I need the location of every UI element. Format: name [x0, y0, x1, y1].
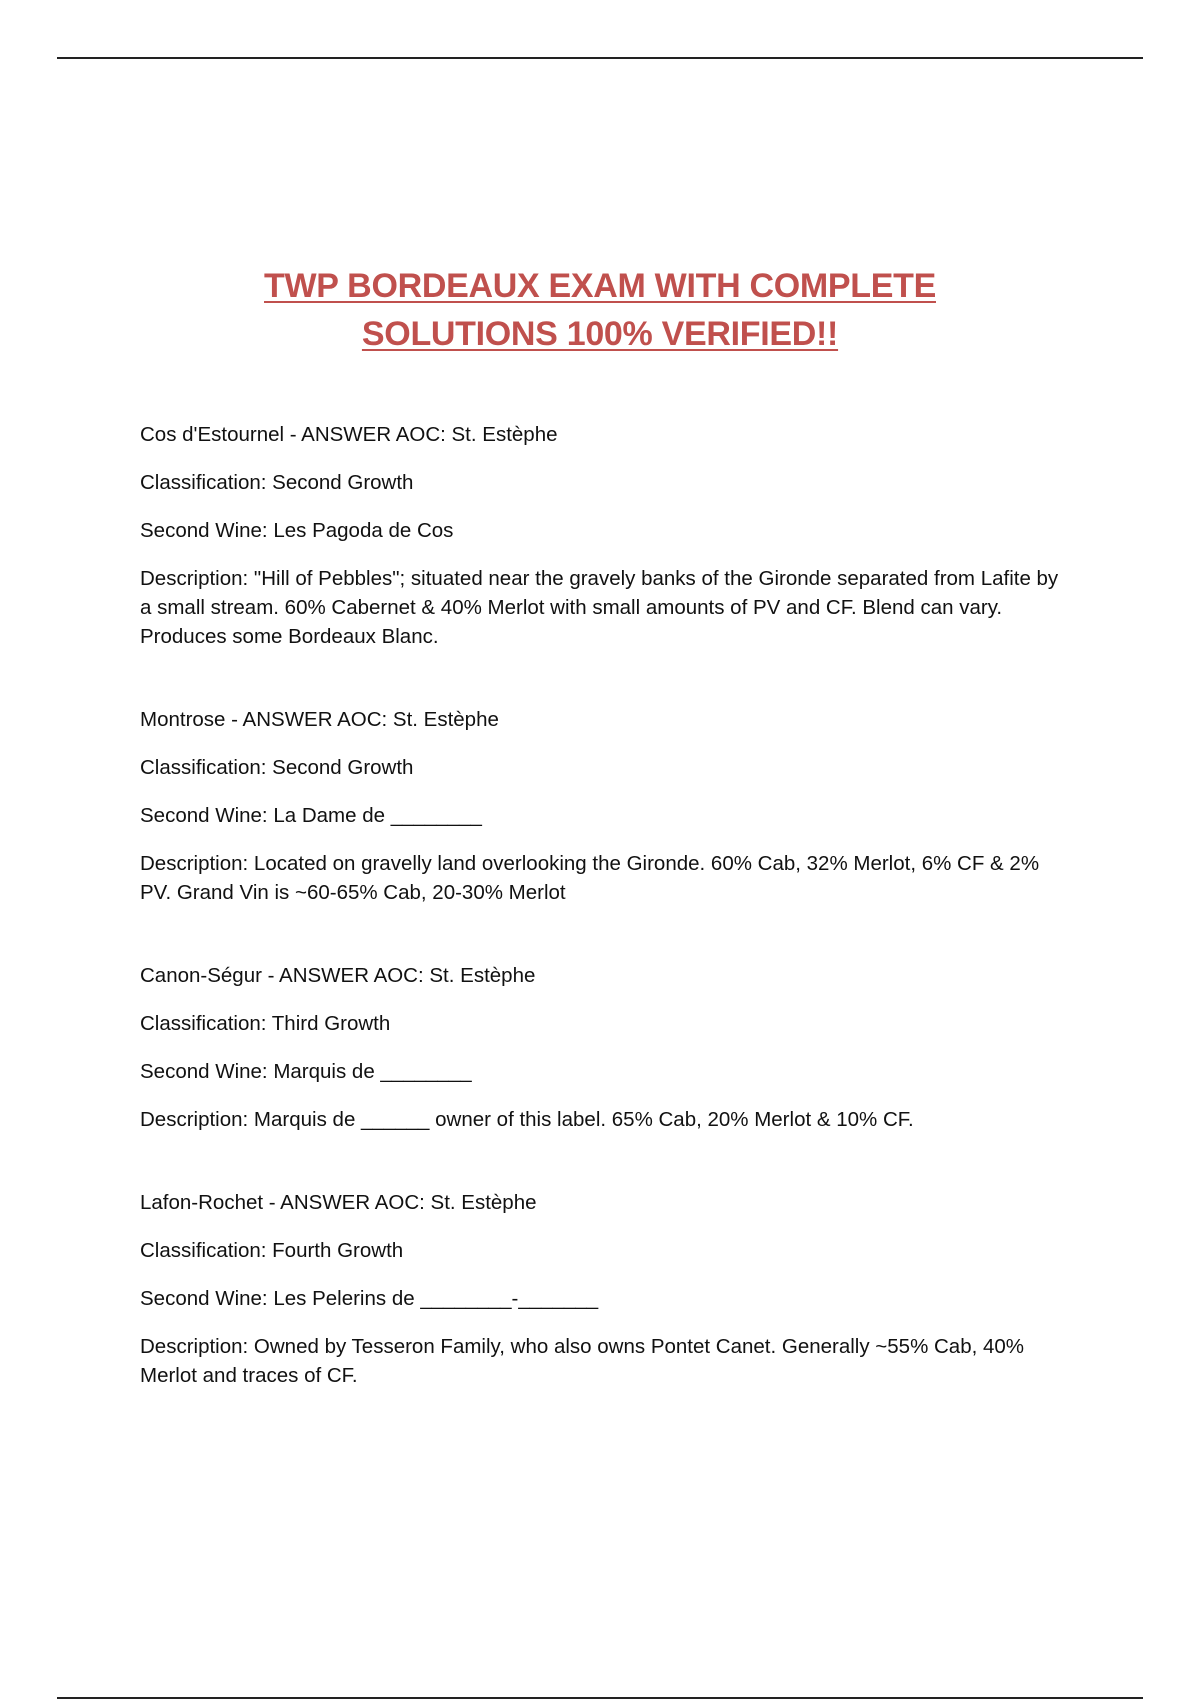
document-title: [0, 262, 1200, 358]
entry-heading: Canon-Ségur - ANSWER AOC: St. Estèphe: [140, 964, 536, 987]
entry-list: [140, 420, 1070, 1444]
entry-description: Description: Marquis de ______ owner of this label. 65% Cab, 20% Merlot & 10% CF.: [140, 1108, 914, 1131]
entry-second-wine: Second Wine: Marquis de ________: [140, 1060, 472, 1083]
entry-canon-segur: [140, 961, 1070, 1134]
bottom-rule: [57, 1697, 1143, 1699]
entry-second-wine: Second Wine: Les Pelerins de ________-_______: [140, 1287, 599, 1310]
entry-classification: Classification: Second Growth: [140, 756, 414, 779]
entry-cos-destournel: [140, 420, 1070, 651]
entry-description: Description: Owned by Tesseron Family, who also owns Pontet Canet. Generally ~55% Cab, 40% Merlot and traces of CF.: [140, 1335, 1025, 1387]
entry-heading: Lafon-Rochet - ANSWER AOC: St. Estèphe: [140, 1191, 537, 1214]
entry-heading: Montrose - ANSWER AOC: St. Estèphe: [140, 708, 499, 731]
entry-classification: Classification: Third Growth: [140, 1012, 391, 1035]
entry-classification: Classification: Fourth Growth: [140, 1239, 404, 1262]
entry-description: Description: Located on gravelly land overlooking the Gironde. 60% Cab, 32% Merlot, 6% CF & 2% PV. Grand Vin is ~60-65% Cab, 20-30% Merlot: [140, 852, 1040, 904]
title-line-2: SOLUTIONS 100% VERIFIED!!: [361, 315, 839, 353]
entry-lafon-rochet: [140, 1188, 1070, 1390]
entry-heading: Cos d'Estournel - ANSWER AOC: St. Estèphe: [140, 423, 558, 446]
top-rule: [57, 57, 1143, 59]
entry-second-wine: Second Wine: La Dame de ________: [140, 804, 482, 827]
entry-second-wine: Second Wine: Les Pagoda de Cos: [140, 519, 454, 542]
entry-classification: Classification: Second Growth: [140, 471, 414, 494]
entry-description: Description: "Hill of Pebbles"; situated near the gravely banks of the Gironde separated from Lafite by a small stream. 60% Cabernet & 40% Merlot with small amounts of PV and CF. Blend can vary. Produces some Bordeaux Blanc.: [140, 567, 1059, 648]
entry-montrose: [140, 705, 1070, 907]
title-line-1: TWP BORDEAUX EXAM WITH COMPLETE: [264, 267, 936, 305]
